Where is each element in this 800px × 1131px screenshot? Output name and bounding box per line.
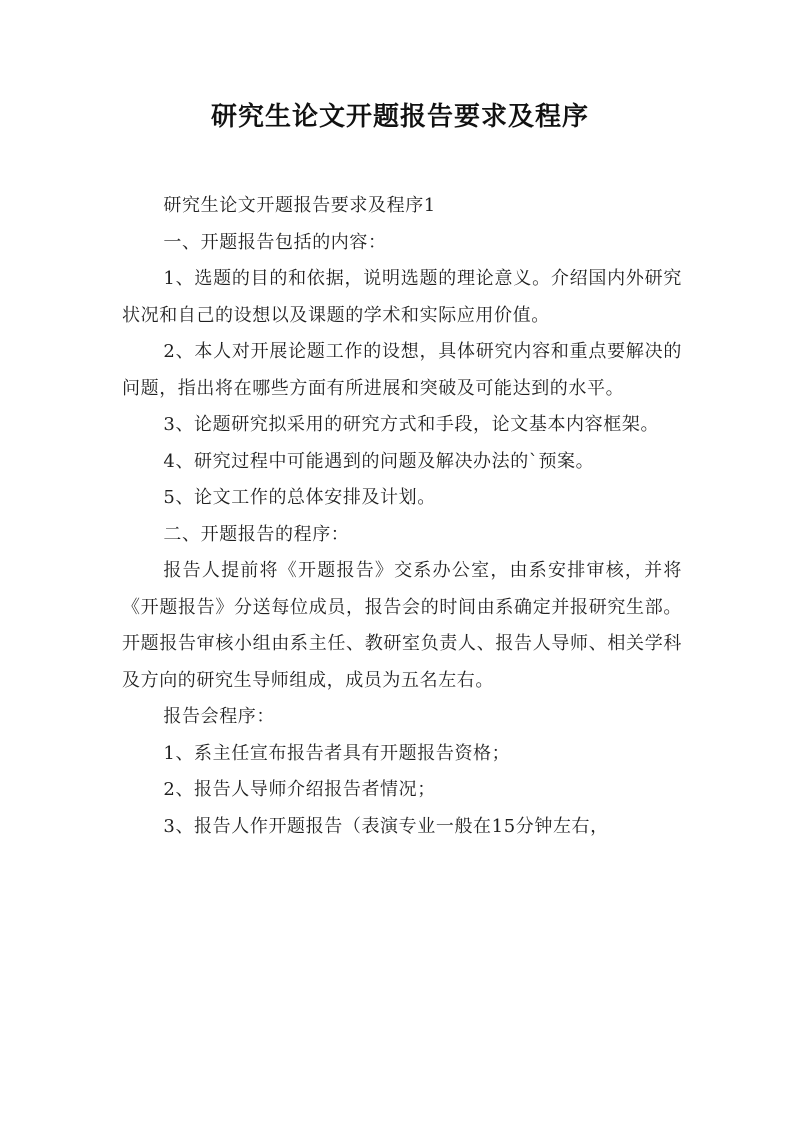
paragraph-item-3: 3、论题研究拟采用的研究方式和手段，论文基本内容框架。 xyxy=(163,414,660,435)
paragraph-step-3: 3、报告人作开题报告（表演专业一般在15分钟左右， xyxy=(163,815,609,837)
paragraph-item-4: 4、研究过程中可能遇到的问题及解决办法的`预案。 xyxy=(163,450,595,472)
paragraph-item-1: 1、选题的目的和依据，说明选题的理论意义。介绍国内外研究状况和自己的设想以及课题的学术和实际应用价值。 xyxy=(122,268,682,326)
paragraph-item-2: 2、本人对开展论题工作的设想，具体研究内容和重点要解决的问题，指出将在哪些方面有所进展和突破及可能达到的水平。 xyxy=(122,341,682,399)
paragraph-meeting-procedure: 报告会程序： xyxy=(163,706,275,727)
paragraph-heading-1: 研究生论文开题报告要求及程序1 xyxy=(163,195,436,216)
paragraph-step-2: 2、报告人导师介绍报告者情况； xyxy=(163,779,436,800)
section-heading-procedure: 二、开题报告的程序： xyxy=(163,523,350,545)
paragraph-step-1: 1、系主任宣布报告者具有开题报告资格； xyxy=(163,742,511,764)
document-title: 研究生论文开题报告要求及程序 xyxy=(210,102,589,132)
section-heading-contents: 一、开题报告包括的内容： xyxy=(163,231,387,253)
document-body xyxy=(122,188,682,845)
paragraph-procedure-body: 报告人提前将《开题报告》交系办公室，由系安排审核，并将《开题报告》分送每位成员，报告会的时间由系确定并报研究生部。开题报告审核小组由系主任、教研室负责人、报告人导师、相关学科及方向的研究生导师组成，成员为五名左右。 xyxy=(122,560,682,691)
paragraph-item-5: 5、论文工作的总体安排及计划。 xyxy=(163,487,436,508)
